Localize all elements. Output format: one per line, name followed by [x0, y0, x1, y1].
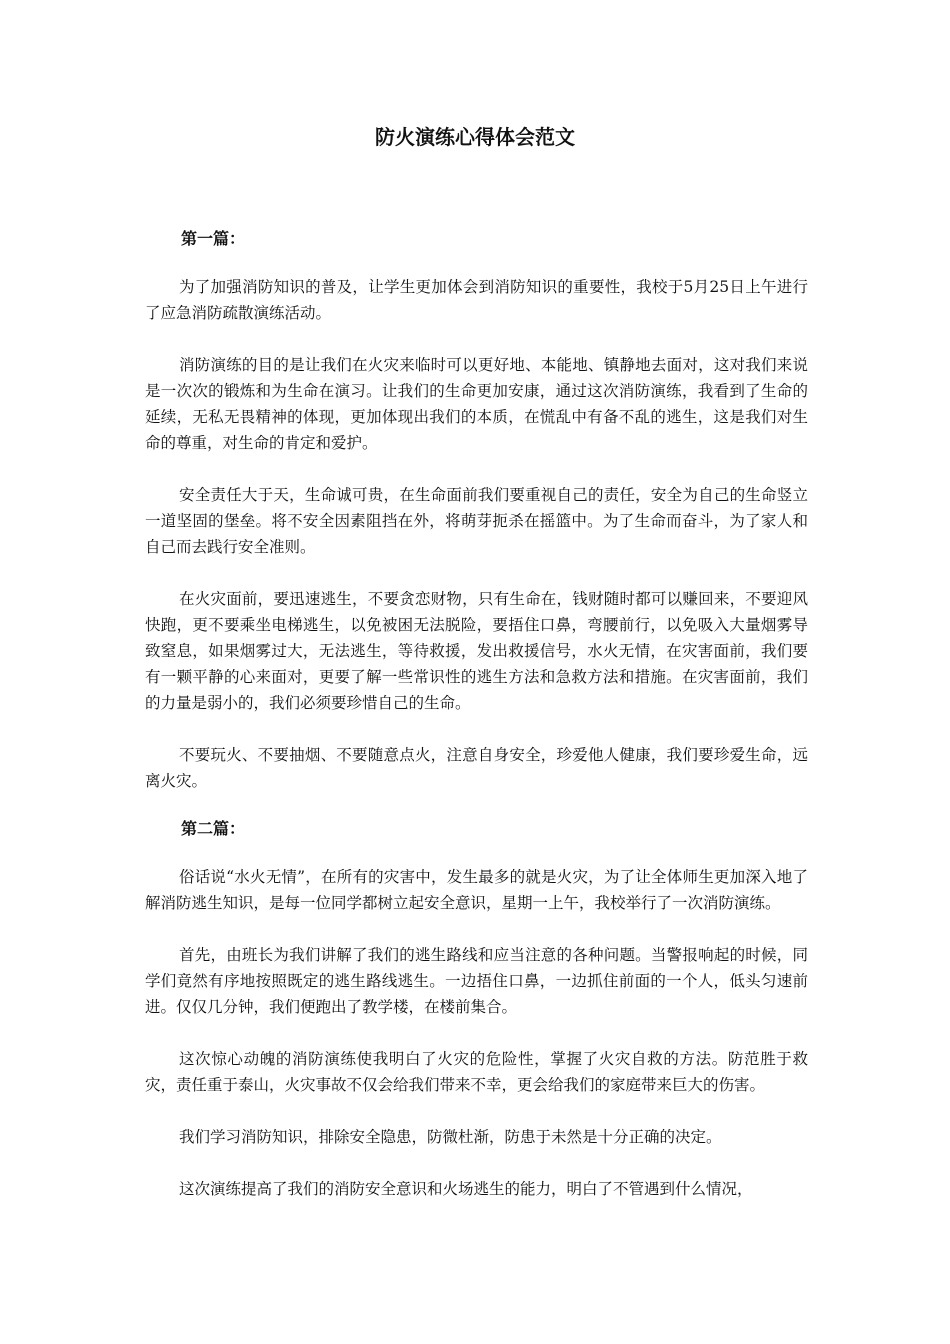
section-1 [145, 226, 808, 794]
paragraph: 我们学习消防知识，排除安全隐患，防微杜渐，防患于未然是十分正确的决定。 [179, 1128, 722, 1146]
paragraph: 俗话说“水火无情”，在所有的灾害中，发生最多的就是火灾，为了让全体师生更加深入地了解消防逃生知识，是每一位同学都树立起安全意识，星期一上午，我校举行了一次消防演练。 [145, 868, 808, 912]
paragraph: 这次演练提高了我们的消防安全意识和火场逃生的能力，明白了不管遇到什么情况， [179, 1180, 753, 1198]
paragraph: 安全责任大于天，生命诚可贵，在生命面前我们要重视自己的责任，安全为自己的生命竖立一道坚固的堡垒。将不安全因素阻挡在外，将萌芽扼杀在摇篮中。为了生命而奋斗，为了家人和自己而去践行安全准则。 [145, 486, 808, 556]
document-body [145, 226, 808, 1202]
paragraph: 消防演练的目的是让我们在火灾来临时可以更好地、本能地、镇静地去面对，这对我们来说是一次次的锻炼和为生命在演习。让我们的生命更加安康，通过这次消防演练，我看到了生命的延续，无私无畏精神的体现，更加体现出我们的本质，在慌乱中有备不乱的逃生，这是我们对生命的尊重，对生命的肯定和爱护。 [145, 356, 808, 452]
section-heading: 第二篇： [181, 819, 246, 838]
section-heading: 第一篇： [181, 229, 246, 248]
paragraph: 这次惊心动魄的消防演练使我明白了火灾的危险性，掌握了火灾自救的方法。防范胜于救灾，责任重于泰山，火灾事故不仅会给我们带来不幸，更会给我们的家庭带来巨大的伤害。 [145, 1050, 808, 1094]
paragraph: 首先，由班长为我们讲解了我们的逃生路线和应当注意的各种问题。当警报响起的时候，同学们竟然有序地按照既定的逃生路线逃生。一边捂住口鼻，一边抓住前面的一个人，低头匀速前进。仅仅几分钟，我们便跑出了教学楼，在楼前集合。 [145, 946, 808, 1016]
paragraph: 为了加强消防知识的普及，让学生更加体会到消防知识的重要性，我校于5月25日上午进行了应急消防疏散演练活动。 [145, 278, 808, 322]
document-title: 防火演练心得体会范文 [375, 125, 575, 149]
paragraph: 不要玩火、不要抽烟、不要随意点火，注意自身安全，珍爱他人健康，我们要珍爱生命，远离火灾。 [145, 746, 808, 790]
section-2 [145, 816, 808, 1202]
paragraph: 在火灾面前，要迅速逃生，不要贪恋财物，只有生命在，钱财随时都可以赚回来，不要迎风快跑，更不要乘坐电梯逃生，以免被困无法脱险，要捂住口鼻，弯腰前行，以免吸入大量烟雾导致窒息，如果烟雾过大，无法逃生，等待救援，发出救援信号，水火无情，在灾害面前，我们要有一颗平静的心来面对，更要了解一些常识性的逃生方法和急救方法和措施。在灾害面前，我们的力量是弱小的，我们必须要珍惜自己的生命。 [145, 590, 808, 712]
